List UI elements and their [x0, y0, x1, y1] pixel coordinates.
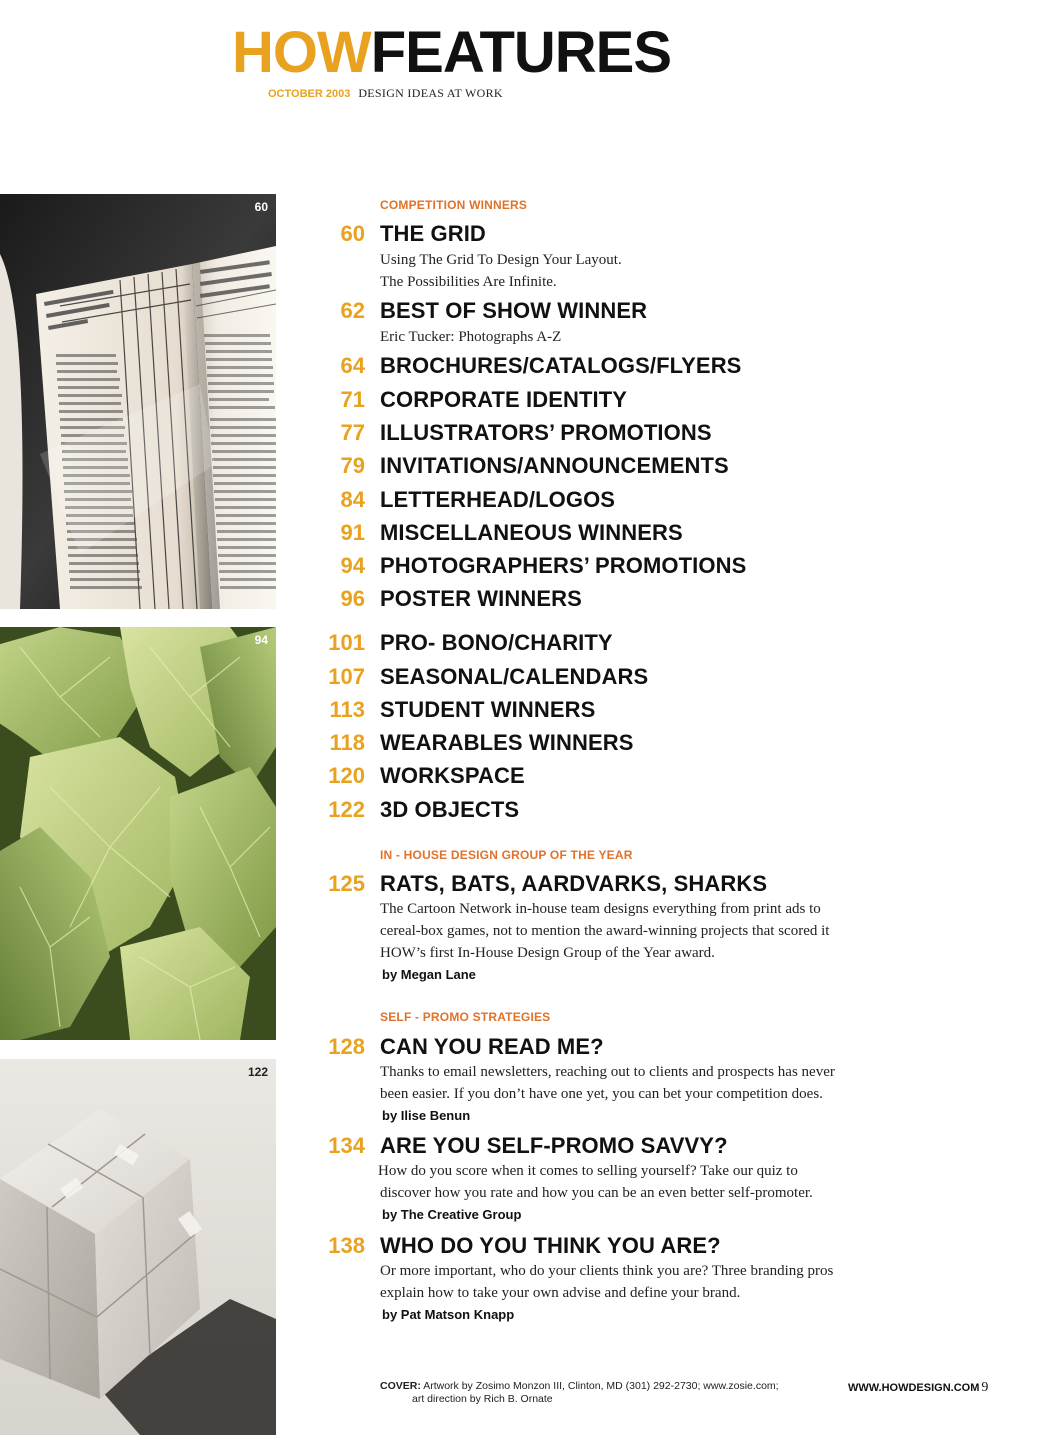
entry-title: INVITATIONS/ANNOUNCEMENTS: [380, 453, 729, 478]
entry-page-number: 113: [329, 697, 365, 722]
entry-title: WHO DO YOU THINK YOU ARE?: [380, 1233, 721, 1258]
masthead: [232, 20, 672, 100]
entry-page-number: 96: [340, 586, 365, 611]
entry-author: by Pat Matson Knapp: [382, 1307, 515, 1322]
entry-page-number: 71: [340, 387, 365, 412]
entry-description: The Possibilities Are Infinite.: [380, 274, 557, 290]
entry-page-number: 128: [328, 1034, 365, 1059]
entry-page-number: 122: [328, 797, 365, 822]
folio-page-number: 9: [981, 1380, 989, 1395]
entry-description: Eric Tucker: Photographs A-Z: [380, 329, 562, 345]
cover-credit-line1: Artwork by Zosimo Monzon III, Clinton, MD (301) 292-2730; www.zosie.com;: [423, 1380, 779, 1392]
entry-author: by The Creative Group: [382, 1207, 522, 1222]
entry-title: MISCELLANEOUS WINNERS: [380, 520, 683, 545]
entry-page-number: 84: [340, 487, 365, 512]
photo-page-number: 60: [254, 200, 268, 214]
issue-date: OCTOBER 2003: [268, 88, 351, 100]
entry-description: been easier. If you don’t have one yet, you can bet your competition does.: [380, 1086, 823, 1102]
entry-page-number: 94: [340, 553, 365, 578]
entry-page-number: 91: [340, 520, 365, 545]
photo-page-number: 122: [247, 1065, 268, 1079]
entry-title: BROCHURES/CATALOGS/FLYERS: [380, 353, 742, 378]
entry-page-number: 77: [340, 420, 365, 445]
entry-title: ARE YOU SELF-PROMO SAVVY?: [380, 1133, 728, 1158]
cover-label: COVER:: [380, 1380, 421, 1392]
entry-title: CORPORATE IDENTITY: [380, 387, 628, 412]
entry-title: WORKSPACE: [380, 763, 525, 788]
entry-description: Using The Grid To Design Your Layout.: [380, 252, 622, 268]
entry-title: THE GRID: [380, 221, 486, 246]
entry-title: POSTER WINNERS: [380, 586, 582, 611]
entry-title: WEARABLES WINNERS: [380, 730, 634, 755]
entry-title: BEST OF SHOW WINNER: [380, 298, 648, 323]
entry-title: 3D OBJECTS: [380, 797, 520, 822]
entry-title: RATS, BATS, AARDVARKS, SHARKS: [380, 871, 768, 896]
entry-description: explain how to take your own advise and define your brand.: [380, 1285, 741, 1301]
masthead-subline: [268, 84, 503, 102]
title-how: HOW: [232, 20, 371, 85]
entry-description: cereal-box games, not to mention the award-winning projects that scored it: [380, 923, 830, 939]
section-label-competition: COMPETITION WINNERS: [380, 198, 528, 212]
photo-page-number: 94: [254, 633, 268, 647]
entry-description: The Cartoon Network in-house team designs everything from print ads to: [380, 901, 821, 917]
cover-credit: [380, 1380, 820, 1406]
tagline: DESIGN IDEAS AT WORK: [358, 86, 503, 100]
entry-title: SEASONAL/CALENDARS: [380, 664, 649, 689]
entry-page-number: 118: [329, 730, 365, 755]
magazine-title: [232, 22, 671, 84]
entry-page-number: 125: [328, 871, 365, 896]
footer-site: [848, 1378, 988, 1396]
entry-page-number: 107: [328, 664, 365, 689]
entry-author: by Ilise Benun: [382, 1108, 471, 1123]
section-label-selfpromo: SELF - PROMO STRATEGIES: [380, 1010, 551, 1024]
entry-title: LETTERHEAD/LOGOS: [380, 487, 616, 512]
entry-author: by Megan Lane: [382, 967, 476, 982]
title-features: FEATURES: [370, 20, 672, 85]
website-url[interactable]: WWW.HOWDESIGN.COM: [848, 1382, 980, 1394]
entry-description: Thanks to email newsletters, reaching out to clients and prospects has never: [380, 1064, 835, 1080]
section-label-inhouse: IN - HOUSE DESIGN GROUP OF THE YEAR: [380, 848, 633, 862]
entry-page-number: 64: [340, 353, 365, 378]
entry-title: PRO- BONO/CHARITY: [380, 630, 613, 655]
entry-title: STUDENT WINNERS: [380, 697, 596, 722]
entry-description: discover how you rate and how you can be an even better self-promoter.: [380, 1185, 813, 1201]
entry-page-number: 120: [328, 763, 365, 788]
entry-page-number: 79: [340, 453, 365, 478]
entry-page-number: 138: [328, 1233, 365, 1258]
entry-page-number: 60: [340, 221, 365, 246]
entry-description: HOW’s first In-House Design Group of the Year award.: [380, 945, 715, 961]
entry-page-number: 62: [340, 298, 365, 323]
entry-title: PHOTOGRAPHERS’ PROMOTIONS: [380, 553, 747, 578]
cover-credit-line2: art direction by Rich B. Ornate: [412, 1393, 553, 1405]
entry-page-number: 134: [328, 1133, 365, 1158]
entry-description: Or more important, who do your clients think you are? Three branding pros: [380, 1263, 834, 1279]
entry-title: ILLUSTRATORS’ PROMOTIONS: [380, 420, 712, 445]
entry-description: How do you score when it comes to selling yourself? Take our quiz to: [378, 1163, 798, 1179]
entry-title: CAN YOU READ ME?: [380, 1034, 604, 1059]
entry-page-number: 101: [328, 630, 365, 655]
